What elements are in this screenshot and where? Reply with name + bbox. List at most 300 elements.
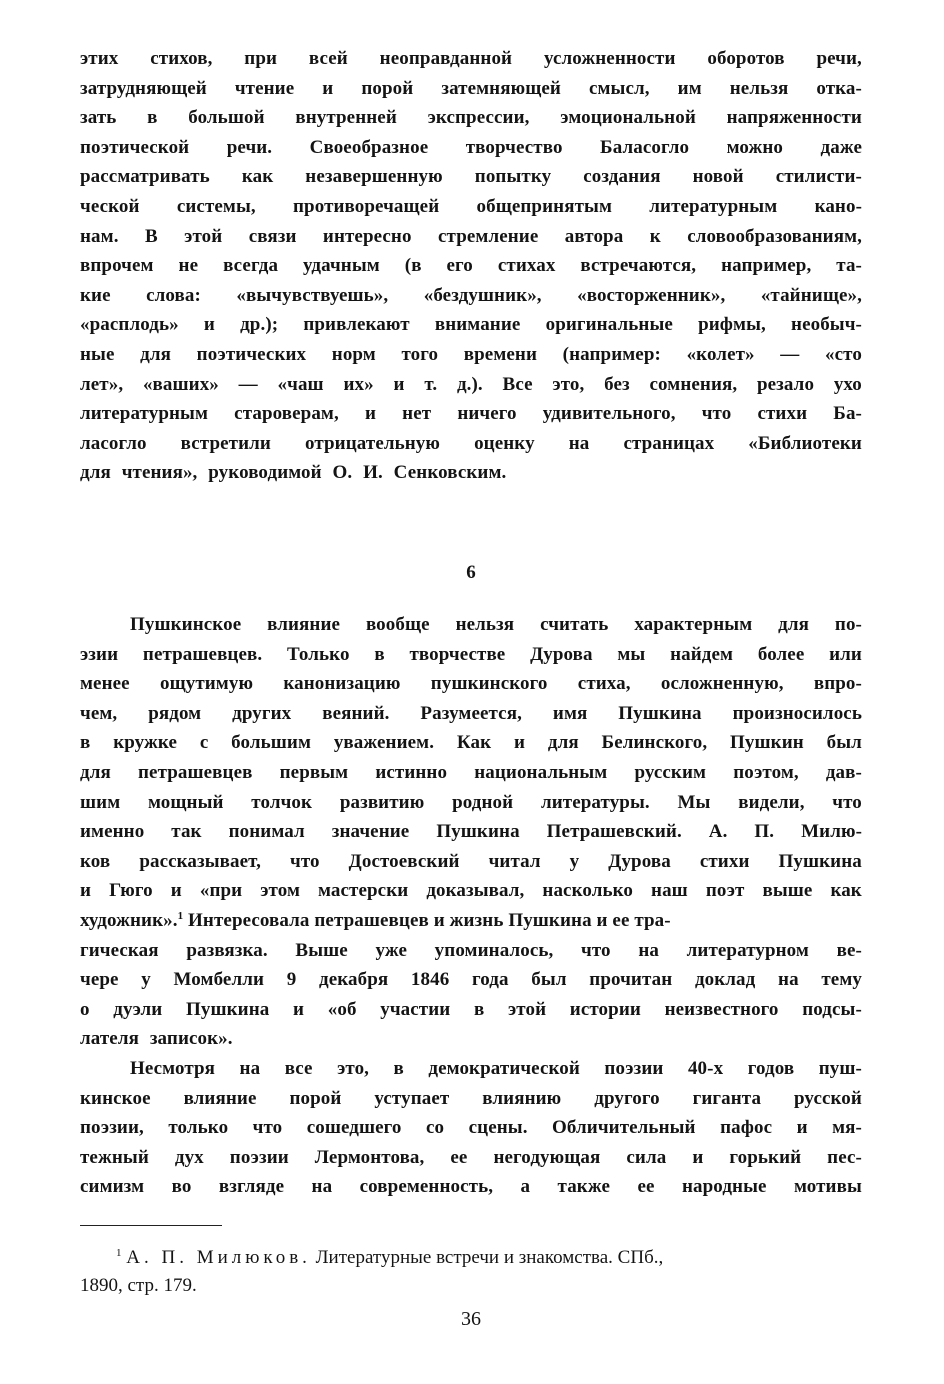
word: найдем — [670, 643, 734, 665]
word: А. — [708, 821, 728, 843]
word: (например: — [562, 343, 661, 365]
word: «чаш — [277, 373, 324, 395]
word: его — [446, 255, 473, 277]
word: этом — [260, 880, 300, 902]
word: «об — [327, 998, 357, 1020]
text-line — [80, 640, 862, 670]
word: автора — [564, 225, 624, 247]
word: ощутимую — [159, 673, 254, 695]
word: резало — [756, 373, 815, 395]
word: впрочем — [80, 255, 154, 277]
word: Гюго — [109, 880, 153, 902]
word: «ваших» — [142, 373, 219, 395]
word: Как — [456, 732, 492, 754]
text-line — [80, 310, 862, 340]
word: современность, — [359, 1176, 494, 1198]
word: прочитан — [589, 969, 673, 991]
word: видели, — [738, 791, 805, 813]
word: взгляде — [218, 1176, 285, 1198]
text-line: для чтения», руководимой О. И. Сенковским. — [80, 462, 507, 484]
section-1-text — [80, 44, 862, 488]
word: лет», — [80, 373, 124, 395]
word: мя- — [832, 1117, 862, 1139]
text-line — [80, 429, 862, 459]
word: ее — [637, 1176, 655, 1198]
word: (в — [404, 255, 422, 277]
word: петрашевцев. — [142, 643, 263, 665]
word: т. — [424, 373, 438, 395]
word: для — [547, 732, 579, 754]
word: эзии — [80, 643, 119, 665]
word: встречаются, — [580, 255, 697, 277]
word: времени — [463, 343, 538, 365]
word: для — [80, 761, 111, 783]
word: П. — [754, 821, 775, 843]
word: ухо — [833, 373, 862, 395]
word: для — [140, 343, 172, 365]
word: пафос — [720, 1117, 773, 1139]
word: Своеобразное — [309, 136, 429, 158]
word: кружке — [113, 732, 177, 754]
word: поэтических — [196, 343, 307, 365]
word: и — [796, 1117, 808, 1139]
word: д.). — [456, 373, 483, 395]
word: стремление — [438, 225, 539, 247]
word: пес- — [827, 1146, 862, 1168]
word: стихи — [699, 850, 750, 872]
word: Пушкина — [186, 998, 270, 1020]
word: стилисти- — [775, 166, 862, 188]
word: доклад — [694, 969, 756, 991]
word: того — [401, 343, 439, 365]
word: и — [293, 998, 305, 1020]
text-line — [80, 399, 862, 429]
text-line — [80, 1054, 862, 1084]
word: при — [244, 48, 278, 69]
footnote-author: А. П. Милюков. — [126, 1247, 311, 1268]
text-line — [80, 788, 862, 818]
word: новой — [692, 166, 744, 188]
word: «сто — [825, 343, 862, 365]
word: напряженности — [726, 107, 862, 129]
word: участии — [380, 998, 451, 1020]
word: на — [239, 1057, 261, 1079]
word: мы — [617, 643, 646, 665]
text-line — [80, 728, 862, 758]
word: в — [80, 732, 91, 754]
word: русским — [634, 761, 707, 783]
word: «колет» — [686, 343, 755, 365]
word: по- — [834, 614, 862, 635]
word: других — [232, 702, 292, 724]
footnote-reference[interactable]: 1 — [177, 909, 184, 922]
word: русской — [794, 1087, 862, 1109]
word: их» — [343, 373, 374, 395]
word: Дурова — [530, 643, 593, 665]
text-line — [80, 1113, 862, 1143]
word: чем, — [80, 702, 118, 724]
word: кие — [80, 284, 111, 306]
text-line — [80, 876, 862, 906]
word: смысл, — [588, 77, 650, 99]
section-2-text — [80, 610, 862, 1202]
word: был — [826, 732, 862, 754]
word: поэтом, — [733, 761, 799, 783]
word: поэзии — [604, 1057, 664, 1079]
word: упоминалось, — [434, 939, 554, 961]
word: привлекают — [303, 314, 410, 336]
word: неизвестного — [664, 998, 779, 1020]
text-line — [80, 1084, 862, 1114]
text-line — [80, 965, 862, 995]
word: во — [171, 1176, 192, 1198]
word: большой — [188, 107, 265, 129]
word: зать — [80, 107, 117, 129]
word: или — [829, 643, 862, 665]
word: отка- — [816, 77, 862, 99]
footnote-marker: 1 — [116, 1247, 122, 1259]
word: что — [252, 1117, 283, 1139]
word: насколько — [542, 880, 634, 902]
word: внимание — [434, 314, 521, 336]
word: необыч- — [791, 314, 862, 336]
word: и — [322, 77, 334, 99]
word: затрудняющей — [80, 77, 207, 99]
word: ее — [450, 1146, 468, 1168]
word: как — [241, 166, 274, 188]
word: не — [178, 255, 199, 277]
word: менее — [80, 673, 130, 695]
word: истории — [569, 998, 641, 1020]
word: осложненную, — [660, 673, 784, 695]
word: гиганта — [692, 1087, 762, 1109]
word: отрицательную — [305, 432, 441, 454]
text-line — [80, 1172, 862, 1202]
word: так — [171, 821, 202, 843]
word: а — [520, 1176, 531, 1198]
word: считать — [540, 614, 609, 635]
word: в — [374, 643, 385, 665]
word: «восторженник», — [577, 284, 726, 306]
word: удачным — [303, 255, 380, 277]
text-line — [80, 74, 862, 104]
word: «вычувствуешь», — [236, 284, 389, 306]
word: Пушкина — [618, 702, 702, 724]
word: сцены. — [468, 1117, 528, 1139]
word: сомнения, — [649, 373, 738, 395]
word: народные — [681, 1176, 767, 1198]
word: Лермонтова, — [314, 1146, 425, 1168]
word: что — [701, 403, 732, 425]
word: Пушкинское — [130, 614, 242, 635]
word: Выше — [295, 939, 348, 961]
word: усложненности — [543, 48, 676, 69]
word: слова: — [146, 284, 201, 306]
word: и — [364, 403, 377, 425]
word: впро- — [813, 673, 862, 695]
word: словообразованиям, — [687, 225, 862, 247]
word: именно — [80, 821, 145, 843]
word: нельзя — [729, 77, 789, 99]
word: был — [531, 969, 567, 991]
word: нельзя — [455, 614, 515, 635]
word: веяний. — [322, 702, 390, 724]
text-line — [80, 133, 862, 163]
word: стихов, — [150, 48, 213, 69]
word: дуэли — [113, 998, 163, 1020]
word: развитию — [339, 791, 425, 813]
word: в — [147, 107, 158, 129]
word: все — [284, 1057, 313, 1079]
word: порой — [361, 77, 414, 99]
word: поэзии, — [80, 1117, 144, 1139]
text-fragment-end: Интересовала петрашевцев и жизнь Пушкина и ее тра- — [183, 909, 671, 931]
word: рифмы, — [698, 314, 766, 336]
word: этой — [508, 998, 547, 1020]
word: Баласогло — [600, 136, 690, 158]
word: ческой — [80, 195, 140, 217]
word: у — [569, 850, 580, 872]
word: рассказывает, — [139, 850, 262, 872]
word: даже — [820, 136, 862, 158]
text-line — [80, 817, 862, 847]
word: мастерски — [318, 880, 409, 902]
word: ласогло — [80, 432, 147, 454]
word: 40-х — [687, 1057, 724, 1079]
word: сошедшего — [306, 1117, 402, 1139]
word: Дурова — [608, 850, 671, 872]
word: поэзии — [229, 1146, 289, 1168]
word: понимал — [228, 821, 305, 843]
word: Разумеется, — [420, 702, 522, 724]
word: например, — [721, 255, 812, 277]
word: др.); — [240, 314, 279, 336]
word: та- — [836, 255, 862, 277]
text-line — [80, 370, 862, 400]
text-line — [80, 281, 862, 311]
word: тему — [821, 969, 862, 991]
word: чере — [80, 969, 119, 991]
word: речи, — [816, 48, 862, 69]
footnote-line: 1890, стр. 179. — [80, 1275, 197, 1296]
word: канонизацию — [283, 673, 401, 695]
word: этой — [184, 225, 223, 247]
word: со — [426, 1117, 445, 1139]
word: «тайнище», — [760, 284, 862, 306]
word: порой — [289, 1087, 342, 1109]
word: — — [780, 343, 800, 365]
word: эмоциональной — [560, 107, 696, 129]
word: для — [778, 614, 809, 635]
word: Ба- — [833, 403, 862, 425]
word: всегда — [223, 255, 279, 277]
word: что — [290, 850, 320, 872]
footnote — [80, 1244, 862, 1300]
section-number: 6 — [466, 562, 476, 583]
word: системы, — [176, 195, 256, 217]
word: поэтической — [80, 136, 190, 158]
word: нам. — [80, 225, 119, 247]
text-line — [80, 610, 862, 640]
word: чтение — [234, 77, 295, 99]
word: Достоевский — [348, 850, 460, 872]
word: им — [677, 77, 702, 99]
word: декабря — [318, 969, 389, 991]
word: связи — [248, 225, 297, 247]
word: нет — [402, 403, 432, 425]
word: имя — [552, 702, 588, 724]
text-line-with-footnote-ref — [80, 906, 862, 936]
word: на — [638, 939, 659, 961]
page-number: 36 — [461, 1308, 481, 1330]
word: Пушкина — [436, 821, 520, 843]
word: на — [778, 969, 799, 991]
word: ничего — [457, 403, 517, 425]
word: сила — [626, 1146, 667, 1168]
text-line — [80, 995, 862, 1025]
word: попытку — [474, 166, 552, 188]
word: Петрашевский. — [546, 821, 682, 843]
text-line — [80, 222, 862, 252]
word: читал — [488, 850, 541, 872]
text-fragment — [80, 906, 671, 936]
word: страницах — [623, 432, 715, 454]
word: истинно — [375, 761, 448, 783]
word: и — [170, 880, 182, 902]
word: тежный — [80, 1146, 149, 1168]
text-line — [80, 758, 862, 788]
word: творчестве — [409, 643, 506, 665]
word: общепринятым — [476, 195, 612, 217]
word: литературном — [686, 939, 809, 961]
word: это, — [552, 373, 585, 395]
word: затемняющей — [441, 77, 561, 99]
word: характерным — [634, 614, 753, 635]
word: оценку — [474, 432, 535, 454]
word: большим — [231, 732, 312, 754]
word: литературным — [80, 403, 209, 425]
word: петрашевцев — [137, 761, 253, 783]
word: всей — [308, 48, 348, 69]
word: 1846 — [410, 969, 450, 991]
word: Только — [286, 643, 350, 665]
word: «при — [199, 880, 243, 902]
word: в — [393, 1057, 404, 1079]
word: дав- — [825, 761, 862, 783]
word: — — [238, 373, 258, 395]
word: рядом — [148, 702, 202, 724]
word: и — [692, 1146, 704, 1168]
word: интересно — [322, 225, 412, 247]
word: уже — [375, 939, 407, 961]
word: также — [557, 1176, 611, 1198]
word: развязка. — [186, 939, 268, 961]
word: можно — [726, 136, 784, 158]
word: ков — [80, 850, 111, 872]
word: пушкинского — [430, 673, 548, 695]
text-line — [80, 192, 862, 222]
word: национальным — [474, 761, 608, 783]
text-line — [80, 847, 862, 877]
word: кано- — [814, 195, 862, 217]
word: стихи — [757, 403, 808, 425]
word: «расплодь» — [80, 314, 179, 336]
word: В — [144, 225, 158, 247]
text-line — [80, 699, 862, 729]
word: о — [80, 998, 90, 1020]
word: «Библиотеки — [748, 432, 862, 454]
word: годов — [747, 1057, 795, 1079]
word: и — [393, 373, 405, 395]
word: толчок — [251, 791, 313, 813]
word: Мы — [677, 791, 711, 813]
word: гическая — [80, 939, 159, 961]
word: вообще — [365, 614, 430, 635]
word: оригинальные — [545, 314, 673, 336]
text-line — [80, 936, 862, 966]
word: к — [649, 225, 661, 247]
text-line — [80, 669, 862, 699]
word: внутренней — [295, 107, 397, 129]
word: уважением. — [333, 732, 435, 754]
word: с — [199, 732, 209, 754]
word: поэт — [705, 880, 745, 902]
word: незавершенную — [305, 166, 443, 188]
word: удивительного, — [542, 403, 676, 425]
word: значение — [331, 821, 410, 843]
word: мощный — [147, 791, 224, 813]
footnote-divider — [80, 1225, 222, 1226]
word: Момбелли — [173, 969, 265, 991]
word: влиянию — [482, 1087, 562, 1109]
word: ные — [80, 343, 115, 365]
word: стиха, — [577, 673, 631, 695]
word: на — [568, 432, 590, 454]
word: литературным — [649, 195, 778, 217]
word: другого — [594, 1087, 660, 1109]
word: противоречащей — [293, 195, 440, 217]
word: и — [513, 732, 526, 754]
word: на — [311, 1176, 333, 1198]
word: норм — [331, 343, 376, 365]
word: демократической — [428, 1057, 580, 1079]
word: более — [757, 643, 805, 665]
word: доказывал, — [426, 880, 525, 902]
word: наш — [651, 880, 688, 902]
word: произносилось — [732, 702, 862, 724]
word: негодующая — [493, 1146, 601, 1168]
word: симизм — [80, 1176, 145, 1198]
word: пуш- — [818, 1057, 862, 1079]
word: дух — [174, 1146, 204, 1168]
word: шим — [80, 791, 121, 813]
word: Обличительный — [552, 1117, 696, 1139]
word: и — [203, 314, 215, 336]
word: староверам, — [234, 403, 339, 425]
word: года — [472, 969, 509, 991]
book-page — [80, 44, 862, 1330]
word: кинское — [80, 1087, 151, 1109]
footnote-line — [80, 1244, 862, 1272]
word: встретили — [180, 432, 271, 454]
word: Пушкин — [730, 732, 804, 754]
word: это, — [337, 1057, 370, 1079]
text-line — [80, 103, 862, 133]
word: литературы. — [540, 791, 650, 813]
word: этих — [80, 48, 119, 69]
word: горький — [729, 1146, 802, 1168]
word: без — [604, 373, 630, 395]
